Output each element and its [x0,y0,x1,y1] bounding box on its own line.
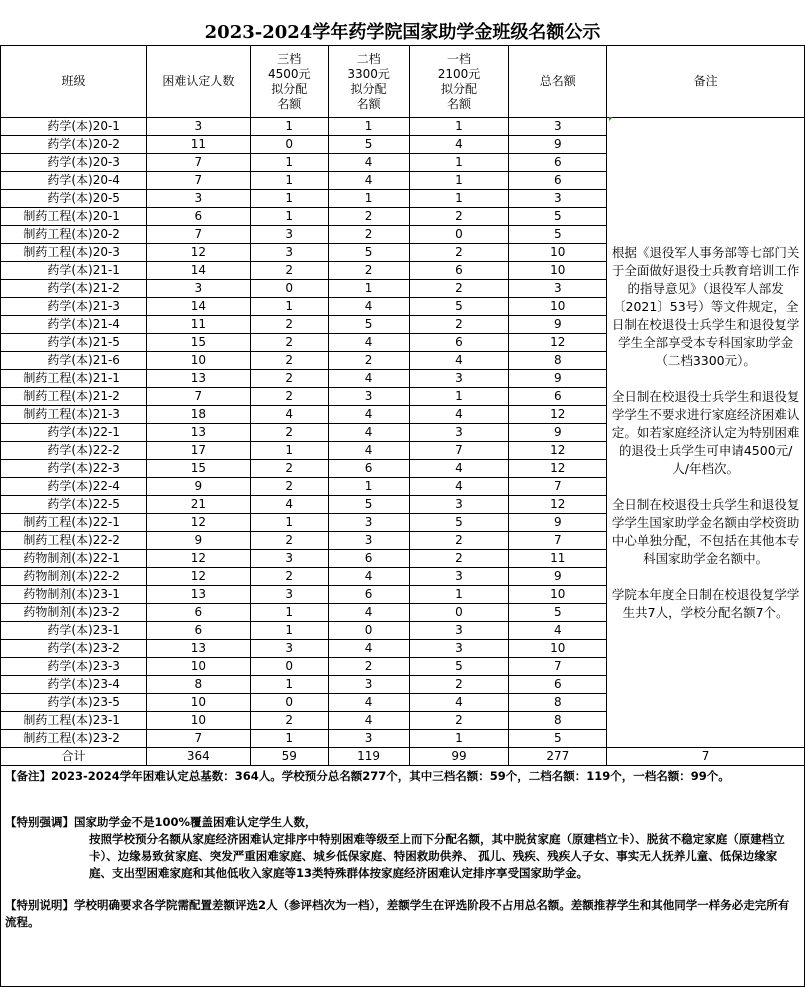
total-quota: 277 [509,748,607,766]
tier3-cell: 2 [250,388,328,406]
tier2-cell: 4 [328,298,409,316]
tier2-cell: 6 [328,460,409,478]
tier2-cell: 6 [328,586,409,604]
tier3-cell: 3 [250,226,328,244]
class-name-cell: 药学(本)21-6 [1,352,147,370]
tier3-cell: 1 [250,676,328,694]
difficulty-count-cell: 15 [146,460,250,478]
total-tier3: 59 [250,748,328,766]
difficulty-count-cell: 13 [146,424,250,442]
difficulty-count-cell: 3 [146,190,250,208]
tier1-cell: 4 [409,694,509,712]
header-tier1-label: 一档 2100元 拟分配 名额 [437,51,481,111]
total-row [1,748,805,766]
tier2-cell: 5 [328,136,409,154]
difficulty-count-cell: 6 [146,622,250,640]
tier3-cell: 1 [250,514,328,532]
header-tier3 [250,46,328,118]
difficulty-count-cell: 10 [146,352,250,370]
note-special: 【特别说明】学校明确要求各学院需配置差额评选2人（参评档次为一档），差额学生在评选阶段不占用总名额。差额推荐学生和其他同学一样务必走完所有流程。 [5,898,790,929]
tier1-cell: 0 [409,604,509,622]
total-cell: 12 [509,496,607,514]
total-cell: 12 [509,334,607,352]
class-name-cell: 药学(本)23-1 [1,622,147,640]
total-cell: 11 [509,550,607,568]
page-title: 2023-2024学年药学院国家助学金班级名额公示 [204,22,601,43]
tier2-cell: 1 [328,478,409,496]
class-name-cell: 制药工程(本)20-2 [1,226,147,244]
tier1-cell: 1 [409,190,509,208]
tier1-cell: 2 [409,244,509,262]
tier3-cell: 1 [250,118,328,136]
tier1-cell: 4 [409,136,509,154]
total-cell: 6 [509,676,607,694]
difficulty-count-cell: 10 [146,694,250,712]
total-cell: 9 [509,568,607,586]
tier2-cell: 3 [328,532,409,550]
tier2-cell: 4 [328,568,409,586]
tier2-cell: 3 [328,730,409,748]
tier3-cell: 1 [250,298,328,316]
tier3-cell: 0 [250,694,328,712]
tier1-cell: 2 [409,712,509,730]
tier1-cell: 1 [409,730,509,748]
total-cell: 6 [509,172,607,190]
tier1-cell: 1 [409,586,509,604]
tier3-cell: 1 [250,604,328,622]
tier2-cell: 2 [328,262,409,280]
difficulty-count-cell: 12 [146,550,250,568]
tier3-cell: 3 [250,550,328,568]
difficulty-count-cell: 10 [146,658,250,676]
total-cell: 12 [509,442,607,460]
difficulty-count-cell: 18 [146,406,250,424]
tier1-cell: 3 [409,424,509,442]
tier3-cell: 0 [250,280,328,298]
class-name-cell: 药学(本)23-4 [1,676,147,694]
tier2-cell: 4 [328,442,409,460]
tier2-cell: 2 [328,208,409,226]
total-difficulty-count: 364 [146,748,250,766]
total-cell: 5 [509,730,607,748]
header-tier2-label: 二档 3300元 拟分配 名额 [347,51,390,111]
tier3-cell: 1 [250,622,328,640]
tier1-cell: 2 [409,280,509,298]
total-cell: 9 [509,136,607,154]
tier3-cell: 0 [250,658,328,676]
total-cell: 9 [509,514,607,532]
header-difficulty-count: 困难认定人数 [146,46,250,118]
tier2-cell: 5 [328,244,409,262]
tier1-cell: 1 [409,154,509,172]
total-cell: 9 [509,370,607,388]
total-cell: 10 [509,640,607,658]
tier2-cell: 4 [328,712,409,730]
class-name-cell: 药学(本)21-2 [1,280,147,298]
difficulty-count-cell: 11 [146,136,250,154]
class-name-cell: 药学(本)21-3 [1,298,147,316]
tier2-cell: 5 [328,316,409,334]
class-name-cell: 药学(本)23-3 [1,658,147,676]
tier3-cell: 2 [250,334,328,352]
total-cell: 6 [509,154,607,172]
tier1-cell: 3 [409,622,509,640]
difficulty-count-cell: 15 [146,334,250,352]
table-row [1,118,805,136]
note-emphasis-body-text: 按照学校预分名额从家庭经济困难认定排序中特别困难等级至上而下分配名额，其中脱贫家庭（原建档立卡）、脱贫不稳定家庭（原建档立卡）、边缘易致贫家庭、突发严重困难家庭、城乡低保家庭、特困救助供养、 孤儿、残疾、残疾人子女、事实无人抚养儿童、低保边缘家庭、支出型困难家庭和其他低收入家庭等13类特殊群体按家庭经济困难认定排序享受国家助学金。 [89,832,785,880]
tier3-cell: 2 [250,316,328,334]
difficulty-count-cell: 9 [146,532,250,550]
class-name-cell: 药物制剂(本)22-1 [1,550,147,568]
remark-paragraph: 全日制在校退役士兵学生和退役复学学生不要求进行家庭经济困难认定。如若家庭经济认定为特别困难的退役士兵学生可申请4500元/人/年档次。 [611,388,800,476]
total-cell: 3 [509,280,607,298]
tier3-cell: 4 [250,496,328,514]
tier3-cell: 2 [250,532,328,550]
remark-paragraph: 根据《退役军人事务部等七部门关于全面做好退役士兵教育培训工作的指导意见》（退役军人部发〔2021〕53号）等文件规定，全日制在校退役士兵学生和退役复学学生全部享受本专科国家助学金（二档3300元）。 [611,244,800,368]
difficulty-count-cell: 3 [146,118,250,136]
difficulty-count-cell: 6 [146,604,250,622]
tier2-cell: 4 [328,406,409,424]
class-name-cell: 制药工程(本)23-1 [1,712,147,730]
tier1-cell: 1 [409,172,509,190]
header-total: 总名额 [509,46,607,118]
class-name-cell: 制药工程(本)21-3 [1,406,147,424]
header-tier2 [328,46,409,118]
tier1-cell: 4 [409,478,509,496]
tier1-cell: 4 [409,406,509,424]
notes-section [0,766,805,987]
total-cell: 10 [509,298,607,316]
tier1-cell: 4 [409,352,509,370]
class-name-cell: 制药工程(本)21-1 [1,370,147,388]
difficulty-count-cell: 7 [146,388,250,406]
total-cell: 10 [509,244,607,262]
tier3-cell: 1 [250,208,328,226]
tier1-cell: 6 [409,262,509,280]
class-name-cell: 药学(本)21-4 [1,316,147,334]
total-cell: 7 [509,478,607,496]
difficulty-count-cell: 11 [146,316,250,334]
note-emphasis-title: 【特别强调】国家助学金不是100%覆盖困难认定学生人数， [5,815,317,829]
tier1-cell: 1 [409,118,509,136]
tier2-cell: 4 [328,640,409,658]
class-name-cell: 制药工程(本)21-2 [1,388,147,406]
remark-paragraph: 全日制在校退役士兵学生和退役复学学生国家助学金名额由学校资助中心单独分配，不包括在其他本专科国家助学金名额中。 [611,496,800,566]
remark-cell [607,118,805,748]
class-name-cell: 制药工程(本)20-3 [1,244,147,262]
difficulty-count-cell: 7 [146,226,250,244]
tier3-cell: 2 [250,712,328,730]
tier3-cell: 1 [250,730,328,748]
tier1-cell: 7 [409,442,509,460]
total-tier2: 119 [328,748,409,766]
difficulty-count-cell: 13 [146,586,250,604]
class-name-cell: 药物制剂(本)23-1 [1,586,147,604]
difficulty-count-cell: 14 [146,262,250,280]
tier1-cell: 3 [409,568,509,586]
total-cell: 12 [509,460,607,478]
tier2-cell: 4 [328,370,409,388]
total-cell: 7 [509,658,607,676]
tier3-cell: 3 [250,244,328,262]
class-name-cell: 制药工程(本)22-1 [1,514,147,532]
tier1-cell: 2 [409,208,509,226]
tier1-cell: 2 [409,676,509,694]
difficulty-count-cell: 10 [146,712,250,730]
remark-paragraph: 学院本年度全日制在校退役复学学生共7人，学校分配名额7个。 [611,586,800,620]
tier1-cell: 0 [409,226,509,244]
quota-table [0,45,805,766]
class-name-cell: 药学(本)22-4 [1,478,147,496]
tier2-cell: 2 [328,658,409,676]
tier3-cell: 2 [250,370,328,388]
header-tier3-label: 三档 4500元 拟分配 名额 [267,51,311,111]
difficulty-count-cell: 14 [146,298,250,316]
tier1-cell: 6 [409,334,509,352]
tier1-cell: 2 [409,550,509,568]
class-name-cell: 药物制剂(本)22-2 [1,568,147,586]
tier3-cell: 1 [250,172,328,190]
tier2-cell: 6 [328,550,409,568]
tier2-cell: 3 [328,676,409,694]
tier1-cell: 4 [409,460,509,478]
total-cell: 9 [509,424,607,442]
difficulty-count-cell: 9 [146,478,250,496]
tier3-cell: 2 [250,568,328,586]
header-tier1 [409,46,509,118]
class-name-cell: 药学(本)20-5 [1,190,147,208]
tier1-cell: 1 [409,388,509,406]
tier2-cell: 0 [328,622,409,640]
difficulty-count-cell: 7 [146,730,250,748]
difficulty-count-cell: 6 [146,208,250,226]
tier2-cell: 1 [328,280,409,298]
total-cell: 7 [509,532,607,550]
tier3-cell: 2 [250,460,328,478]
class-name-cell: 制药工程(本)23-2 [1,730,147,748]
class-name-cell: 药学(本)22-1 [1,424,147,442]
tier3-cell: 1 [250,154,328,172]
total-cell: 5 [509,226,607,244]
total-cell: 5 [509,208,607,226]
tier3-cell: 2 [250,262,328,280]
difficulty-count-cell: 8 [146,676,250,694]
difficulty-count-cell: 12 [146,244,250,262]
total-cell: 8 [509,712,607,730]
tier2-cell: 2 [328,226,409,244]
class-name-cell: 药学(本)20-2 [1,136,147,154]
class-name-cell: 药学(本)22-3 [1,460,147,478]
tier3-cell: 0 [250,136,328,154]
tier2-cell: 4 [328,154,409,172]
note-remark: 【备注】2023-2024学年困难认定总基数：364人。学校预分总名额277个，其中三档名额：59个，二档名额：119个，一档名额：99个。 [5,769,730,783]
total-remark: 7 [607,748,805,766]
tier2-cell: 1 [328,190,409,208]
class-name-cell: 药学(本)20-4 [1,172,147,190]
tier2-cell: 4 [328,172,409,190]
difficulty-count-cell: 7 [146,154,250,172]
note-emphasis-body [5,831,798,882]
tier1-cell: 3 [409,640,509,658]
total-cell: 12 [509,406,607,424]
class-name-cell: 药学(本)22-5 [1,496,147,514]
tier2-cell: 3 [328,514,409,532]
tier3-cell: 2 [250,424,328,442]
header-row [1,46,805,118]
total-label: 合计 [1,748,147,766]
tier3-cell: 3 [250,586,328,604]
total-cell: 8 [509,694,607,712]
difficulty-count-cell: 12 [146,568,250,586]
total-cell: 3 [509,190,607,208]
total-cell: 10 [509,586,607,604]
tier1-cell: 5 [409,658,509,676]
class-name-cell: 药学(本)21-1 [1,262,147,280]
total-cell: 4 [509,622,607,640]
tier1-cell: 3 [409,496,509,514]
tier3-cell: 2 [250,478,328,496]
class-name-cell: 药学(本)21-5 [1,334,147,352]
header-class: 班级 [1,46,147,118]
difficulty-count-cell: 17 [146,442,250,460]
difficulty-count-cell: 13 [146,370,250,388]
table-body [1,118,805,766]
tier2-cell: 4 [328,424,409,442]
tier3-cell: 4 [250,406,328,424]
tier1-cell: 2 [409,316,509,334]
class-name-cell: 制药工程(本)20-1 [1,208,147,226]
total-cell: 10 [509,262,607,280]
total-cell: 3 [509,118,607,136]
class-name-cell: 药学(本)22-2 [1,442,147,460]
difficulty-count-cell: 7 [146,172,250,190]
tier2-cell: 2 [328,352,409,370]
tier2-cell: 4 [328,694,409,712]
tier1-cell: 5 [409,298,509,316]
tier2-cell: 5 [328,496,409,514]
difficulty-count-cell: 13 [146,640,250,658]
cell-comment-marker [609,117,613,121]
class-name-cell: 药学(本)23-2 [1,640,147,658]
tier3-cell: 1 [250,442,328,460]
tier1-cell: 2 [409,532,509,550]
tier3-cell: 1 [250,190,328,208]
class-name-cell: 药学(本)20-1 [1,118,147,136]
tier3-cell: 3 [250,640,328,658]
class-name-cell: 药学(本)23-5 [1,694,147,712]
difficulty-count-cell: 21 [146,496,250,514]
tier3-cell: 2 [250,352,328,370]
class-name-cell: 药学(本)20-3 [1,154,147,172]
difficulty-count-cell: 3 [146,280,250,298]
total-cell: 9 [509,316,607,334]
difficulty-count-cell: 12 [146,514,250,532]
header-remark: 备注 [607,46,805,118]
tier2-cell: 4 [328,334,409,352]
tier2-cell: 3 [328,388,409,406]
tier2-cell: 4 [328,604,409,622]
tier1-cell: 3 [409,370,509,388]
total-cell: 6 [509,388,607,406]
class-name-cell: 药物制剂(本)23-2 [1,604,147,622]
total-cell: 5 [509,604,607,622]
total-cell: 8 [509,352,607,370]
class-name-cell: 制药工程(本)22-2 [1,532,147,550]
total-tier1: 99 [409,748,509,766]
tier2-cell: 1 [328,118,409,136]
tier1-cell: 5 [409,514,509,532]
